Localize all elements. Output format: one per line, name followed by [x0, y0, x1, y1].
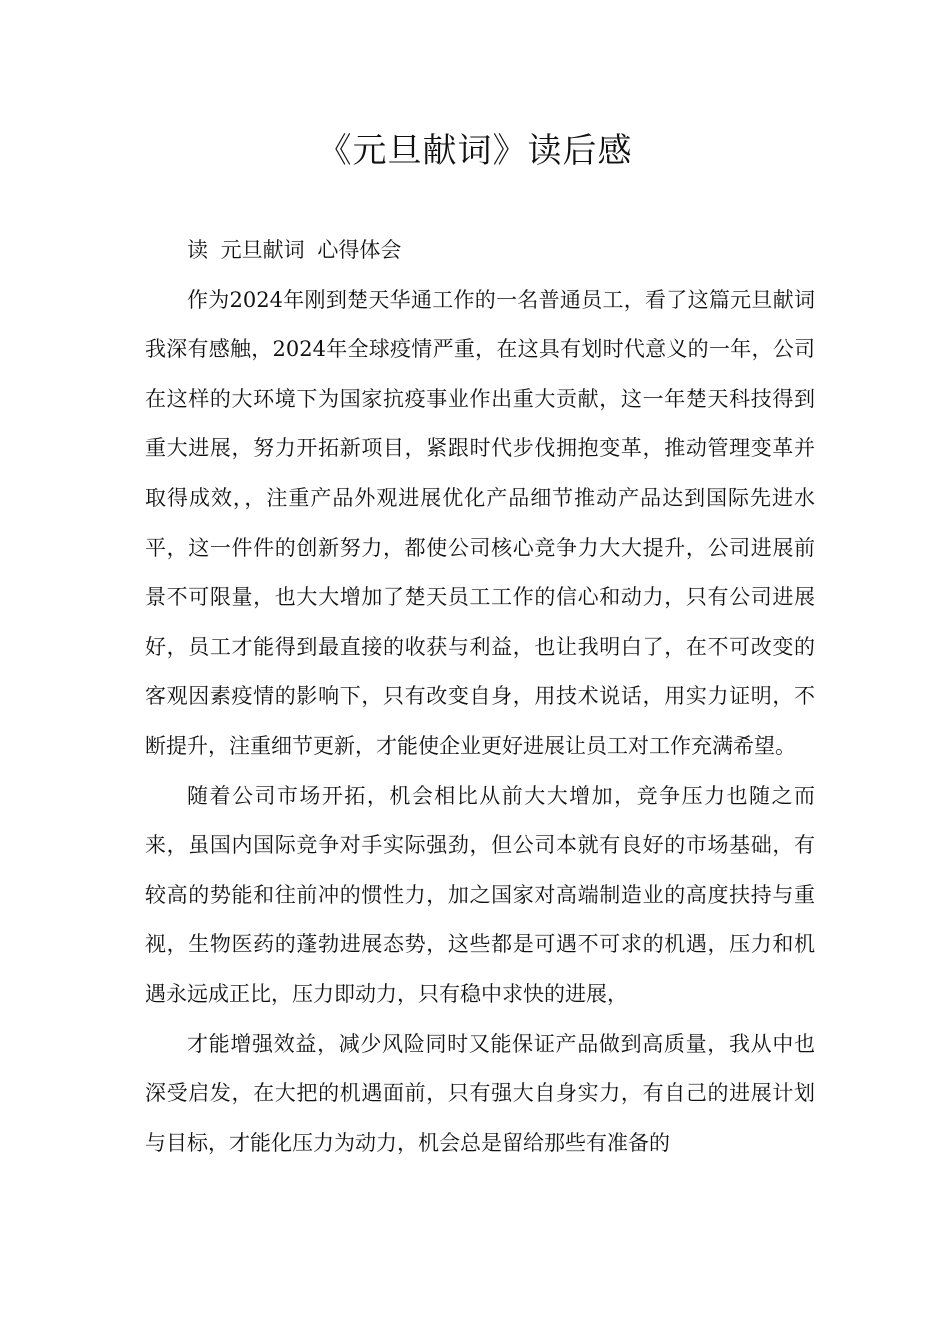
body-paragraph: 随着公司市场开拓，机会相比从前大大增加，竞争压力也随之而来，虽国内国际竞争对手实际强劲，但公司本就有良好的市场基础，有较高的势能和往前冲的惯性力，加之国家对高端制造业的高度扶持与重视，生物医药的蓬勃进展态势，这些都是可遇不可求的机遇，压力和机遇永远成正比，压力即动力，只有稳中求快的进展，: [145, 783, 815, 1006]
body-paragraph: 作为2024年刚到楚天华通工作的一名普通员工，看了这篇元旦献词我深有感触，2024年全球疫情严重，在这具有划时代意义的一年，公司在这样的大环境下为国家抗疫事业作出重大贡献，这一年楚天科技得到重大进展，努力开拓新项目，紧跟时代步伐拥抱变革，推动管理变革并取得成效，，注重产品外观进展优化产品细节推动产品达到国际先进水平，这一件件的创新努力，都使公司核心竞争力大大提升，公司进展前景不可限量，也大大增加了楚天员工工作的信心和动力，只有公司进展好，员工才能得到最直接的收获与利益，也让我明白了，在不可改变的客观因素疫情的影响下，只有改变自身，用技术说话，用实力证明，不断提升，注重细节更新，才能使企业更好进展让员工对工作充满希望。: [145, 287, 815, 758]
document-body: [145, 226, 815, 1168]
document-title: 《元旦献词》读后感: [317, 131, 633, 171]
subheading-paragraph: 读 元旦献词 心得体会: [187, 238, 402, 262]
body-paragraph: 才能增强效益，减少风险同时又能保证产品做到高质量，我从中也深受启发，在大把的机遇面前，只有强大自身实力，有自己的进展计划与目标，才能化压力为动力，机会总是留给那些有准备的: [145, 1031, 815, 1155]
